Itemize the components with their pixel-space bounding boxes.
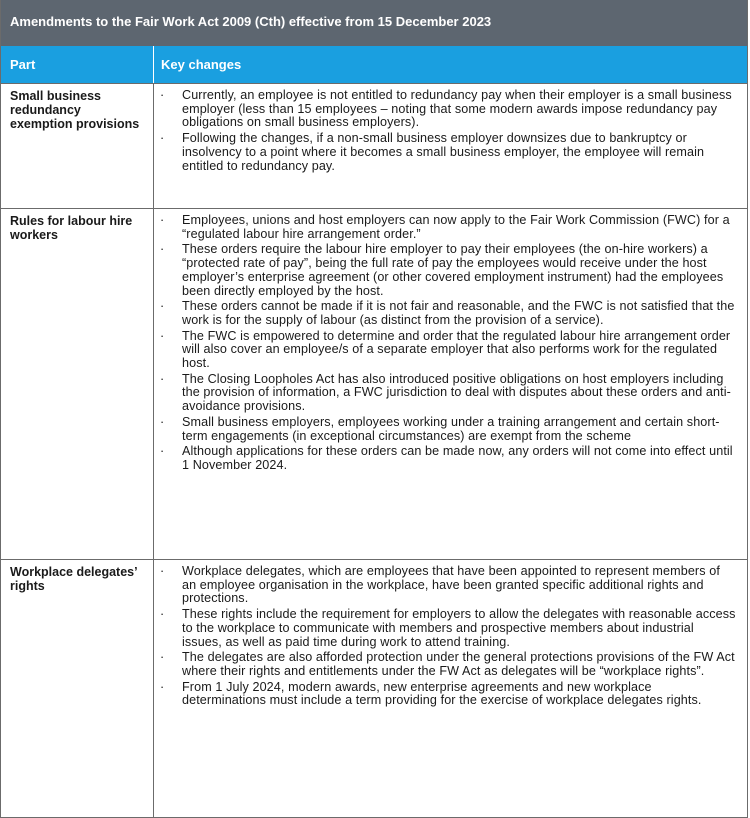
list-item: · The delegates are also afforded protection under the general protections provisions of the FW Act where their rights and entitlements under the FW Act as delegates will be “workplace rights”. — [160, 650, 735, 678]
bullet-list — [160, 214, 737, 473]
part-cell: Small business redundancy exemption provisions — [1, 84, 154, 208]
bullet-icon: · — [160, 607, 165, 622]
bullet-icon: · — [160, 88, 165, 102]
table-row — [1, 208, 747, 559]
bullet-list — [160, 565, 737, 708]
key-changes-cell — [154, 209, 747, 559]
list-item: · These rights include the requirement for employers to allow the delegates with reasonable access to the workplace to communicate with members and prospective members about industrial issues, as well as paid time during work to attend training. — [160, 607, 736, 649]
bullet-icon: · — [160, 213, 165, 227]
bullet-icon: · — [160, 299, 165, 314]
table-title: Amendments to the Fair Work Act 2009 (Cth) effective from 15 December 2023 — [1, 0, 747, 46]
list-item: · Small business employers, employees working under a training arrangement and certain short-term engagements (in exceptional circumstances) are exempt from the scheme — [160, 414, 720, 443]
list-item: · Employees, unions and host employers can now apply to the Fair Work Commission (FWC) for a “regulated labour hire arrangement order.” — [160, 213, 730, 241]
bullet-icon: · — [160, 564, 165, 578]
bullet-icon: · — [160, 328, 165, 343]
header-part: Part — [1, 46, 154, 83]
list-item: · Workplace delegates, which are employees that have been appointed to represent members of an employee organisation in the workplace, have been granted specific additional rights and protections. — [160, 564, 720, 606]
list-item: · These orders cannot be made if it is not fair and reasonable, and the FWC is not satisfied that the work is for the supply of labour (as distinct from the provision of a service). — [160, 299, 735, 327]
key-changes-cell — [154, 560, 747, 817]
table-row — [1, 83, 747, 208]
header-key-changes: Key changes — [161, 57, 242, 72]
bullet-icon: · — [160, 650, 165, 665]
bullet-icon: · — [160, 131, 165, 146]
list-item: · Although applications for these orders can be made now, any orders will not come into effect until 1 November 2024. — [160, 444, 733, 472]
list-item: · Currently, an employee is not entitled to redundancy pay when their employer is a small business employer (less than 15 employees – noting that some modern awards impose redundancy pay obligations on small business employers). — [160, 88, 732, 130]
table-header-row — [1, 46, 747, 83]
list-item: · From 1 July 2024, modern awards, new enterprise agreements and new workplace determinations must include a term providing for the exercise of workplace delegates rights. — [160, 679, 702, 708]
bullet-icon: · — [160, 444, 165, 459]
key-changes-cell — [154, 84, 747, 208]
part-cell: Rules for labour hire workers — [1, 209, 154, 559]
bullet-list — [160, 89, 737, 173]
table-row — [1, 559, 747, 817]
bullet-icon: · — [160, 679, 165, 694]
list-item: · The Closing Loopholes Act has also introduced positive obligations on host employers including the provision of information, a FWC jurisdiction to deal with disputes about these orders and anti-avoidance provisions. — [160, 371, 731, 414]
list-item: · These orders require the labour hire employer to pay their employees (the on-hire workers) a “protected rate of pay”, being the full rate of pay the employees would receive under the host employer’s enterprise agreement (or other covered employment instrument) had the employees been directly employed by the host. — [160, 242, 724, 298]
bullet-icon: · — [160, 242, 165, 257]
list-item: · The FWC is empowered to determine and order that the regulated labour hire arrangement order will also cover an employee/s of a separate employer that also performs work for the regulated host. — [160, 328, 731, 371]
bullet-icon: · — [160, 371, 165, 386]
part-cell: Workplace delegates’ rights — [1, 560, 154, 817]
list-item: · Following the changes, if a non-small business employer downsizes due to bankruptcy or insolvency to a point where it becomes a small business employer, the employee will remain entitled to redundancy pay. — [160, 131, 705, 173]
bullet-icon: · — [160, 414, 165, 429]
